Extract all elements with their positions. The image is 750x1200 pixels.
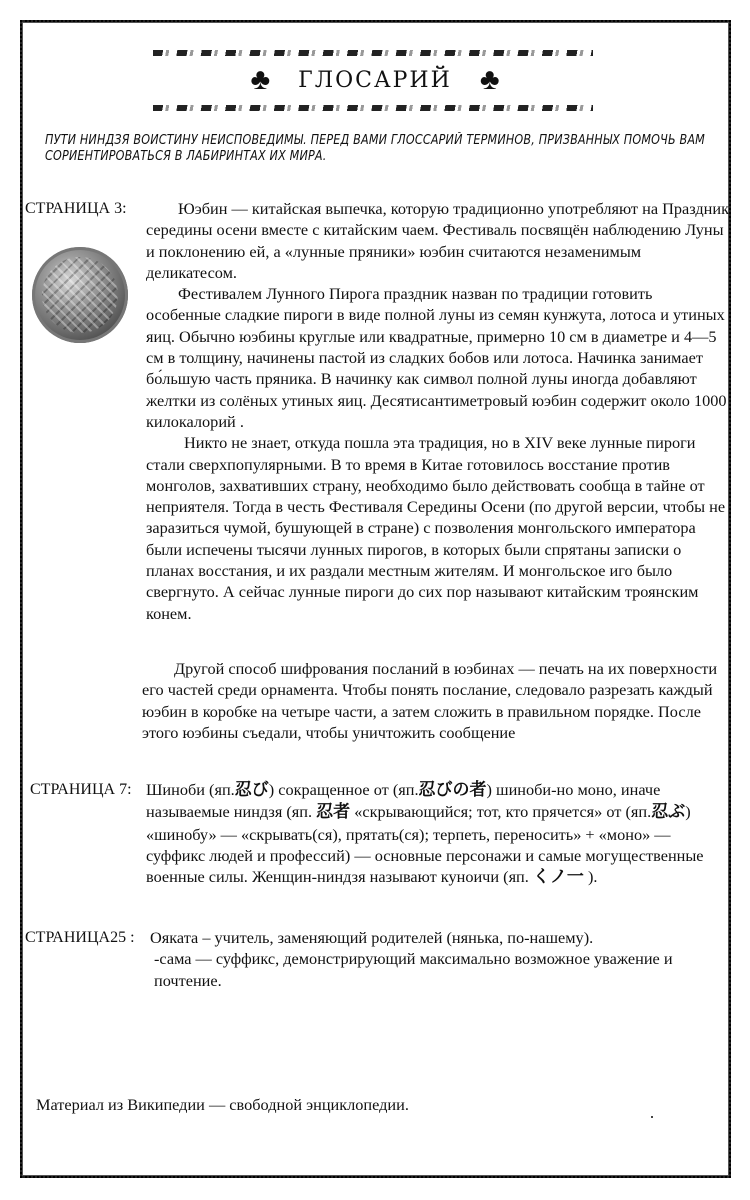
japanese-term: 忍ぶ bbox=[651, 802, 686, 823]
entry-text-page-7 bbox=[146, 779, 721, 888]
japanese-term: 忍び bbox=[234, 780, 269, 800]
entry-line: -сама — суффикс, демонстрирующий максимально возможное уважение и почтение. bbox=[154, 949, 673, 990]
mooncake-pattern bbox=[42, 257, 118, 333]
text-segment: ) шиноби-но моно, иначе называемые ниндзя (яп. bbox=[146, 780, 661, 822]
stray-dot bbox=[651, 1116, 653, 1118]
entry-paragraph bbox=[146, 779, 721, 888]
japanese-term: くノ一 bbox=[532, 867, 584, 888]
ornament-divider-bottom bbox=[153, 105, 593, 111]
entry-paragraph: Другой способ шифрования посланий в юэбинах — печать на их поверхности его частей среди орнамента. Чтобы понять послание, следовало разрезать каждый юэбин в коробке на четыре части, а затем сложить в правильном порядке. После этого юэбины съедали, чтобы уничтожить сообщение bbox=[142, 659, 718, 742]
text-segment: ) «шинобу» — «скрывать(ся), прятать(ся); терпеть, переносить» + «моно» — суффикс людей и профессий) — основные персонажи и самые могущественные военные силы. Женщин-ниндзя называют куноичи (яп. bbox=[146, 802, 704, 887]
entry-text-page-3-continued bbox=[142, 658, 732, 743]
text-segment: ). bbox=[583, 867, 598, 887]
mooncake-image bbox=[32, 247, 128, 343]
text-segment: ) сокращенное от (яп. bbox=[268, 780, 419, 799]
entry-text-page-25 bbox=[150, 927, 710, 991]
page-title: ГЛОСАРИЙ bbox=[298, 67, 452, 93]
entry-paragraph: Фестивалем Лунного Пирога праздник назван по традиции готовить особенные сладкие пироги в виде полной луны из семян кунжута, лотоса и утиных яиц. Обычно юэбины круглые или квадратные, примерно 10 см в диаметре и 4—5 см в толщину, начинены пастой из сладких бобов или лотоса. Начинка занимает бо́льшую часть пряника. В начинку как символ полной луны иногда добавляют желтки из солёных утиных яиц. Десятисантиметровый юэбин содержит около 1000 килокалорий . bbox=[146, 284, 727, 431]
club-icon: ♣ bbox=[479, 63, 500, 96]
source-note: Материал из Википедии — свободной энциклопедии. bbox=[36, 1095, 409, 1114]
entry-line: Ояката – учитель, заменяющий родителей (нянька, по-нашему). bbox=[150, 928, 594, 947]
japanese-term: 忍者 bbox=[316, 802, 351, 823]
club-icon: ♣ bbox=[250, 63, 271, 96]
text-segment: Шиноби (яп. bbox=[146, 780, 235, 799]
entry-label-page-7: СТРАНИЦА 7: bbox=[30, 781, 132, 798]
japanese-term: 忍びの者 bbox=[418, 780, 487, 800]
ornament-divider-top bbox=[153, 50, 593, 56]
entry-paragraph: Юэбин — китайская выпечка, которую традиционно употребляют на Праздник середины осени вместе с китайским чаем. Фестиваль посвящён наблюдению Луны и поклонению ей, а «лунные пряники» юэбин считаются незаменимым деликатесом. bbox=[146, 199, 729, 282]
intro-text: ПУТИ НИНДЗЯ ВОИСТИНУ НЕИСПОВЕДИМЫ. ПЕРЕД ВАМИ ГЛОССАРИЙ ТЕРМИНОВ, ПРИЗВАННЫХ ПОМОЧЬ ВАМ СОРИЕНТИРОВАТЬСЯ В ЛАБИРИНТАХ ИХ МИРА. bbox=[45, 133, 705, 164]
entry-paragraph: Никто не знает, откуда пошла эта традиция, но в XIV веке лунные пироги стали сверхпопулярными. В то время в Китае готовилось восстание против монголов, захвативших страну, необходимо было действовать сообща в тайне от неприятеля. Тогда в честь Фестиваля Середины Осени (по другой версии, чтобы не заразиться чумой, бушующей в стране) с позволения монгольского императора были испечены тысячи лунных пирогов, в которых были спрятаны записки о планах восстания, и их раздали местным жителям. И монгольское иго было свергнуто. А сейчас лунные пироги до сих пор называют китайским троянским конем. bbox=[146, 433, 726, 623]
entry-text-page-3 bbox=[146, 198, 731, 624]
entry-label-page-3: СТРАНИЦА 3: bbox=[25, 200, 127, 217]
text-segment: «скрывающийся; тот, кто прячется» от (яп. bbox=[350, 802, 652, 822]
glossary-header bbox=[150, 63, 600, 97]
entry-label-page-25: СТРАНИЦА25 : bbox=[25, 929, 135, 946]
